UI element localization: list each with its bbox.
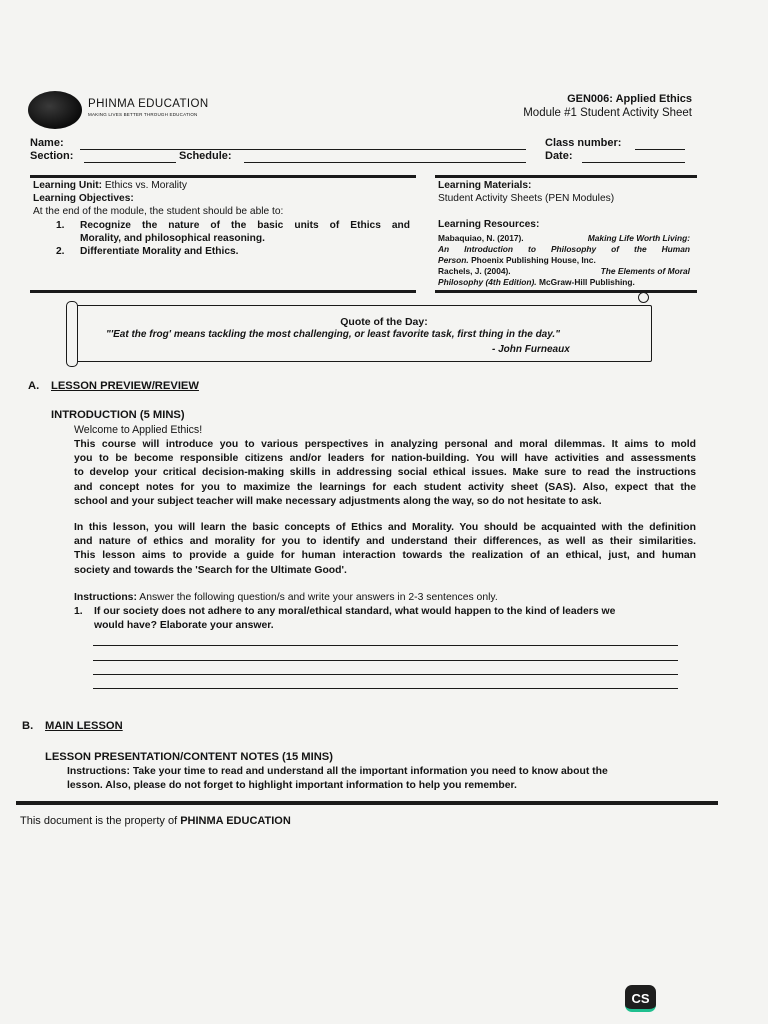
quote-heading: Quote of the Day: xyxy=(340,316,428,328)
answer-line-2[interactable] xyxy=(93,660,678,661)
class-number-field[interactable] xyxy=(635,149,685,150)
footer-property xyxy=(20,815,291,827)
instructions-a-text: Answer the following question/s and write your answers in 2-3 sentences only. xyxy=(139,592,498,603)
objective-2: Differentiate Morality and Ethics. xyxy=(80,246,239,257)
section-b-title: MAIN LESSON xyxy=(45,720,123,732)
objective-1-number: 1. xyxy=(56,220,65,231)
materials-value: Student Activity Sheets (PEN Modules) xyxy=(438,193,615,204)
resource-1-title-c: Person. xyxy=(438,255,469,265)
intro-paragraph-2 xyxy=(74,521,696,578)
learning-unit xyxy=(33,180,187,191)
resource-1-title-a: Making Life Worth Living: xyxy=(587,233,690,243)
footer-divider xyxy=(16,801,718,805)
date-field[interactable] xyxy=(582,162,685,163)
resources-label: Learning Resources: xyxy=(438,219,540,230)
section-b-letter: B. xyxy=(22,720,34,732)
divider-top-right xyxy=(435,175,697,178)
question-1-line1: If our society does not adhere to any moral/ethical standard, what would happen to the kind of leaders we xyxy=(94,606,616,617)
objectives-intro: At the end of the module, the student should be able to: xyxy=(33,206,284,217)
resource-2-author: Rachels, J. (2004). xyxy=(438,266,511,276)
question-1-line2: would have? Elaborate your answer. xyxy=(94,620,274,631)
class-number-label: Class number: xyxy=(545,137,622,149)
quote-author: - John Furneaux xyxy=(492,344,570,355)
resource-2-line1 xyxy=(438,266,690,276)
instructions-b xyxy=(67,766,608,777)
section-field[interactable] xyxy=(84,162,176,163)
quote-text: "'Eat the frog' means tackling the most challenging, or least favorite task, first thing in the day." xyxy=(106,329,560,340)
course-title: GEN006: Applied Ethics xyxy=(567,93,692,105)
p2-line: and nature of ethics and morality for you to identify and understand their differences, as well as their similarities. xyxy=(74,536,696,548)
answer-line-3[interactable] xyxy=(93,674,678,675)
footer-owner: PHINMA EDUCATION xyxy=(180,815,291,827)
divider-bottom-left xyxy=(30,290,416,293)
objective-1-line2: Morality, and philosophical reasoning. xyxy=(80,233,265,244)
p1-line: to develop your critical decision-making skills in addressing social ethical issues. Make sure to read the instructions xyxy=(74,467,696,479)
module-title: Module #1 Student Activity Sheet xyxy=(523,107,692,119)
resource-2-title-a: The Elements of Moral xyxy=(600,266,690,276)
brand-tagline: MAKING LIVES BETTER THROUGH EDUCATION xyxy=(88,112,198,117)
instructions-b-text: Take your time to read and understand all the important information you need to know about the xyxy=(132,766,608,777)
resource-1-publisher: Phoenix Publishing House, Inc. xyxy=(471,255,596,265)
camscanner-badge-icon: CS xyxy=(625,985,656,1012)
scroll-left-icon xyxy=(66,301,78,367)
instructions-b-line2: lesson. Also, please do not forget to highlight important information to help you remember. xyxy=(67,780,517,791)
objective-2-number: 2. xyxy=(56,246,65,257)
instructions-b-label: Instructions: xyxy=(67,766,130,777)
date-label: Date: xyxy=(545,150,573,162)
introduction-heading: INTRODUCTION (5 MINS) xyxy=(51,409,185,421)
phinma-logo-icon xyxy=(28,91,82,129)
objective-1-line1: Recognize the nature of the basic units of Ethics and xyxy=(80,220,410,231)
learning-unit-value: Ethics vs. Morality xyxy=(104,180,187,191)
resource-1-line1 xyxy=(438,233,690,243)
resource-2-title-b: Philosophy (4th Edition). xyxy=(438,277,537,287)
question-1-number: 1. xyxy=(74,606,83,617)
lesson-presentation-heading: LESSON PRESENTATION/CONTENT NOTES (15 MINS) xyxy=(45,751,333,763)
name-label: Name: xyxy=(30,137,64,149)
answer-line-4[interactable] xyxy=(93,688,678,689)
learning-unit-label: Learning Unit: xyxy=(33,180,103,191)
resource-1-line3 xyxy=(438,255,596,265)
objectives-label: Learning Objectives: xyxy=(33,193,134,204)
resource-2-publisher: McGraw-Hill Publishing. xyxy=(538,277,635,287)
intro-paragraph-1 xyxy=(74,438,696,509)
instructions-a-label: Instructions: xyxy=(74,592,137,603)
p1-line: This course will introduce you to various perspectives in analyzing personal and moral dilemmas. It aims to mold xyxy=(74,439,696,450)
divider-bottom-right xyxy=(435,290,697,293)
answer-line-1[interactable] xyxy=(93,645,678,646)
p2-line: In this lesson, you will learn the basic concepts of Ethics and Morality. You should be acquainted with the definition xyxy=(74,522,696,533)
welcome-text: Welcome to Applied Ethics! xyxy=(74,424,203,436)
resource-2-line2 xyxy=(438,277,635,287)
divider-top-left xyxy=(30,175,416,178)
p2-line: This lesson aims to provide a guide for human interaction towards the realization of an ethical, just, and human xyxy=(74,550,696,562)
materials-label: Learning Materials: xyxy=(438,180,532,191)
brand-name: PHINMA EDUCATION xyxy=(88,98,209,110)
section-a-title: LESSON PREVIEW/REVIEW xyxy=(51,380,199,392)
name-field[interactable] xyxy=(80,149,526,150)
p1-line: you to be become responsible citizens and/or leaders for nation-building. You will have activities and assessments xyxy=(74,453,696,465)
p1-line: school and your subject teacher will make necessary adjustments along the way, so do not hesitate to ask. xyxy=(74,495,602,507)
footer-prefix: This document is the property of xyxy=(20,815,181,827)
resource-1-author: Mabaquiao, N. (2017). xyxy=(438,233,524,243)
schedule-field[interactable] xyxy=(244,162,526,163)
schedule-label: Schedule: xyxy=(179,150,232,162)
section-label: Section: xyxy=(30,150,74,162)
section-a-letter: A. xyxy=(28,380,40,392)
resource-1-title-b: An Introduction to Philosophy of the Human xyxy=(438,244,690,254)
scroll-right-icon xyxy=(638,292,649,303)
p1-line: and concept notes for you to maximize the learnings for each student activity sheet (SAS). Also, expect that the xyxy=(74,481,696,493)
p2-line: society and towards the 'Search for the Ultimate Good'. xyxy=(74,564,347,576)
instructions-a xyxy=(74,592,498,603)
